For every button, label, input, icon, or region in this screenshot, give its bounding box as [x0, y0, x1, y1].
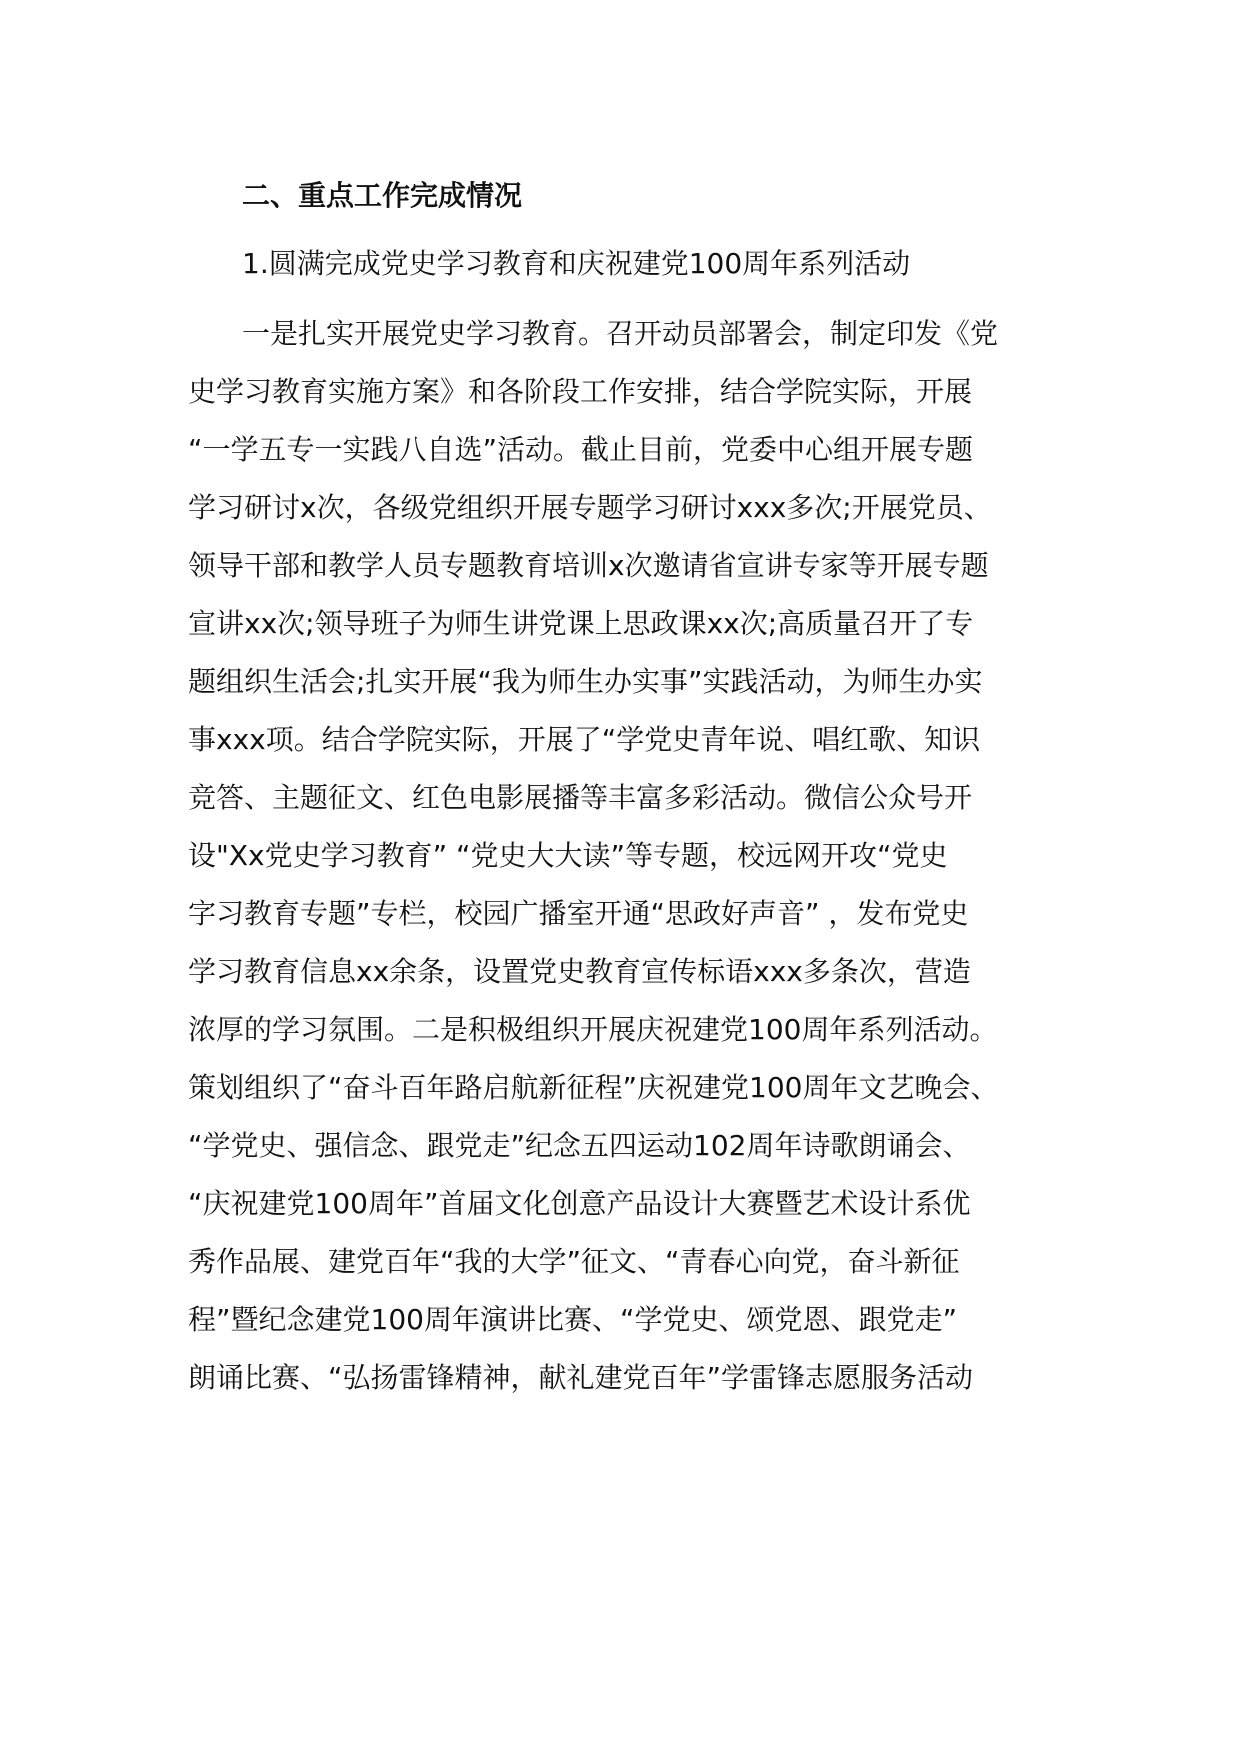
paragraph-line: 策划组织了“奋斗百年路启航新征程”庆祝建党100周年文艺晚会、	[188, 1071, 999, 1104]
paragraph-line: “庆祝建党100周年”首届文化创意产品设计大赛暨艺术设计系优	[188, 1187, 971, 1220]
paragraph-line: 设"Xx党史学习教育” “党史大大读”等专题，校远网开攻“党史	[188, 839, 948, 872]
paragraph-line: 秀作品展、建党百年“我的大学”征文、“青春心向党，奋斗新征	[188, 1245, 960, 1278]
section-heading: 二、重点工作完成情况	[242, 179, 523, 212]
paragraph-line: “一学五专一实践八自选”活动。截止目前，党委中心组开展专题	[188, 433, 974, 466]
paragraph-line: “学党史、强信念、跟党走”纪念五四运动102周年诗歌朗诵会、	[188, 1129, 971, 1162]
paragraph-line: 朗诵比赛、“弘扬雷锋精神，献礼建党百年”学雷锋志愿服务活动	[188, 1361, 974, 1394]
paragraph-line: 学习教育信息xx余条，设置党史教育宣传标语xxx多条次，营造	[188, 955, 971, 988]
paragraph-line: 学习研讨x次，各级党组织开展专题学习研讨xxx多次;开展党员、	[188, 491, 992, 524]
paragraph-line: 宣讲xx次;领导班子为师生讲党课上思政课xx次;高质量召开了专	[188, 607, 974, 640]
paragraph-line: 字习教育专题”专栏，校园广播室开通“思政好声音” ，发布党史	[188, 897, 969, 930]
paragraph-line: 史学习教育实施方案》和各阶段工作安排，结合学院实际，开展	[188, 375, 973, 408]
paragraph-line: 一是扎实开展党史学习教育。召开动员部署会，制定印发《党	[242, 317, 999, 350]
paragraph-line: 程”暨纪念建党100周年演讲比赛、“学党史、颂党恩、跟党走”	[188, 1303, 957, 1336]
subsection-heading: 1.圆满完成党史学习教育和庆祝建党100周年系列活动	[242, 247, 911, 280]
paragraph-line: 竞答、主题征文、红色电影展播等丰富多彩活动。微信公众号开	[188, 781, 973, 814]
paragraph-line: 题组织生活会;扎实开展“我为师生办实事”实践活动，为师生办实	[188, 665, 983, 698]
paragraph-line: 领导干部和教学人员专题教育培训x次邀请省宣讲专家等开展专题	[188, 549, 989, 582]
paragraph-line: 浓厚的学习氛围。二是积极组织开展庆祝建党100周年系列活动。	[188, 1013, 998, 1046]
paragraph-line: 事xxx项。结合学院实际，开展了“学党史青年说、唱红歌、知识	[188, 723, 981, 756]
